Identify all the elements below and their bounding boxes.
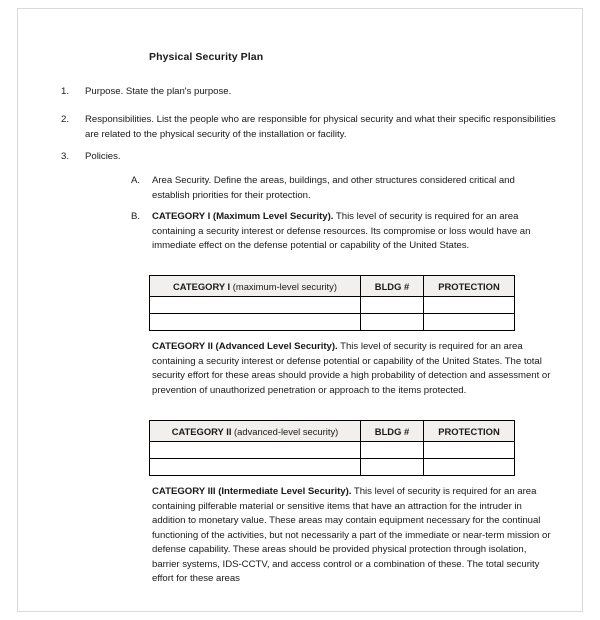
- list-item-responsibilities: [61, 113, 561, 142]
- category-iii-body: This level of security is required for an area containing pilferable material or sensitive items that have an attraction for the intruder in addition to monetary value. These areas may contain equipment necessary for the continual functioning of the activities, but not necessarily a part of the immediate or near-term mission or defense capability. These areas should be provided physical protection through isolation, barrier systems, IDS-CCTV, and access control or a combination of these. The total security effort for these areas: [152, 486, 551, 584]
- list-item-text: Policies.: [85, 151, 121, 162]
- sublist-item-text: Area Security. Define the areas, buildings, and other structures considered critical and establish priorities for their protection.: [152, 175, 515, 201]
- sublist-marker: A.: [131, 175, 141, 186]
- list-item-purpose: [61, 85, 561, 100]
- category-i-heading: CATEGORY I (Maximum Level Security).: [152, 211, 334, 222]
- sublist-item-area-security: [131, 174, 551, 203]
- list-marker: 2.: [61, 114, 70, 125]
- category-ii-body: This level of security is required for an area containing a security interest or defense potential or capability of the United States. The total security effort for these areas should provide a high probability of detection and assessment or prevention of unauthorized penetration or approach to the items protected.: [152, 341, 551, 396]
- document-page: [17, 8, 583, 612]
- cell-protection[interactable]: [424, 297, 515, 314]
- cell-protection[interactable]: [424, 459, 515, 476]
- header-cell-protection: PROTECTION: [424, 276, 515, 297]
- cell-category[interactable]: [150, 442, 361, 459]
- header-category-normal: (advanced-level security): [231, 425, 339, 437]
- list-item-policies: [61, 150, 561, 165]
- list-marker: 3.: [61, 151, 70, 162]
- category-i-table: [149, 275, 515, 331]
- header-cell-protection: PROTECTION: [424, 421, 515, 442]
- list-item-text: Purpose. State the plan's purpose.: [85, 86, 232, 97]
- cell-category[interactable]: [150, 297, 361, 314]
- list-marker: 1.: [61, 86, 70, 97]
- sublist-item-text: [152, 210, 551, 254]
- cell-bldg[interactable]: [361, 297, 424, 314]
- table-row[interactable]: [150, 314, 515, 331]
- table-row[interactable]: [150, 459, 515, 476]
- header-category-strong: CATEGORY II: [171, 425, 232, 437]
- header-cell-bldg: BLDG #: [361, 421, 424, 442]
- cell-category[interactable]: [150, 459, 361, 476]
- header-category-normal: (maximum-level security): [230, 280, 337, 292]
- page-title: Physical Security Plan: [149, 51, 264, 63]
- header-cell-category: [150, 276, 361, 297]
- header-category-strong: CATEGORY I: [173, 280, 231, 292]
- cell-bldg[interactable]: [361, 442, 424, 459]
- category-ii-table: [149, 420, 515, 476]
- paragraph-category-ii: [152, 340, 556, 398]
- category-i-body: This level of security is required for an area containing a security interest or defense resources. Its compromise or loss would have an immediate effect on the defense potential or capability of the United States.: [152, 211, 531, 251]
- document-body: [18, 9, 583, 611]
- table-row[interactable]: [150, 442, 515, 459]
- list-item-text: Responsibilities. List the people who are responsible for physical security and what their specific responsibilities are related to the physical security of the installation or facility.: [85, 114, 556, 140]
- cell-protection[interactable]: [424, 442, 515, 459]
- table-header-row: [150, 276, 515, 297]
- table-header-row: [150, 421, 515, 442]
- header-cell-bldg: BLDG #: [361, 276, 424, 297]
- paragraph-category-iii: [152, 485, 556, 587]
- category-iii-heading: CATEGORY III (Intermediate Level Security).: [152, 486, 352, 497]
- sublist-item-category-i: [131, 210, 551, 254]
- cell-bldg[interactable]: [361, 314, 424, 331]
- sublist-marker: B.: [131, 211, 141, 222]
- cell-category[interactable]: [150, 314, 361, 331]
- cell-bldg[interactable]: [361, 459, 424, 476]
- cell-protection[interactable]: [424, 314, 515, 331]
- category-ii-heading: CATEGORY II (Advanced Level Security).: [152, 341, 338, 352]
- table-row[interactable]: [150, 297, 515, 314]
- header-cell-category: [150, 421, 361, 442]
